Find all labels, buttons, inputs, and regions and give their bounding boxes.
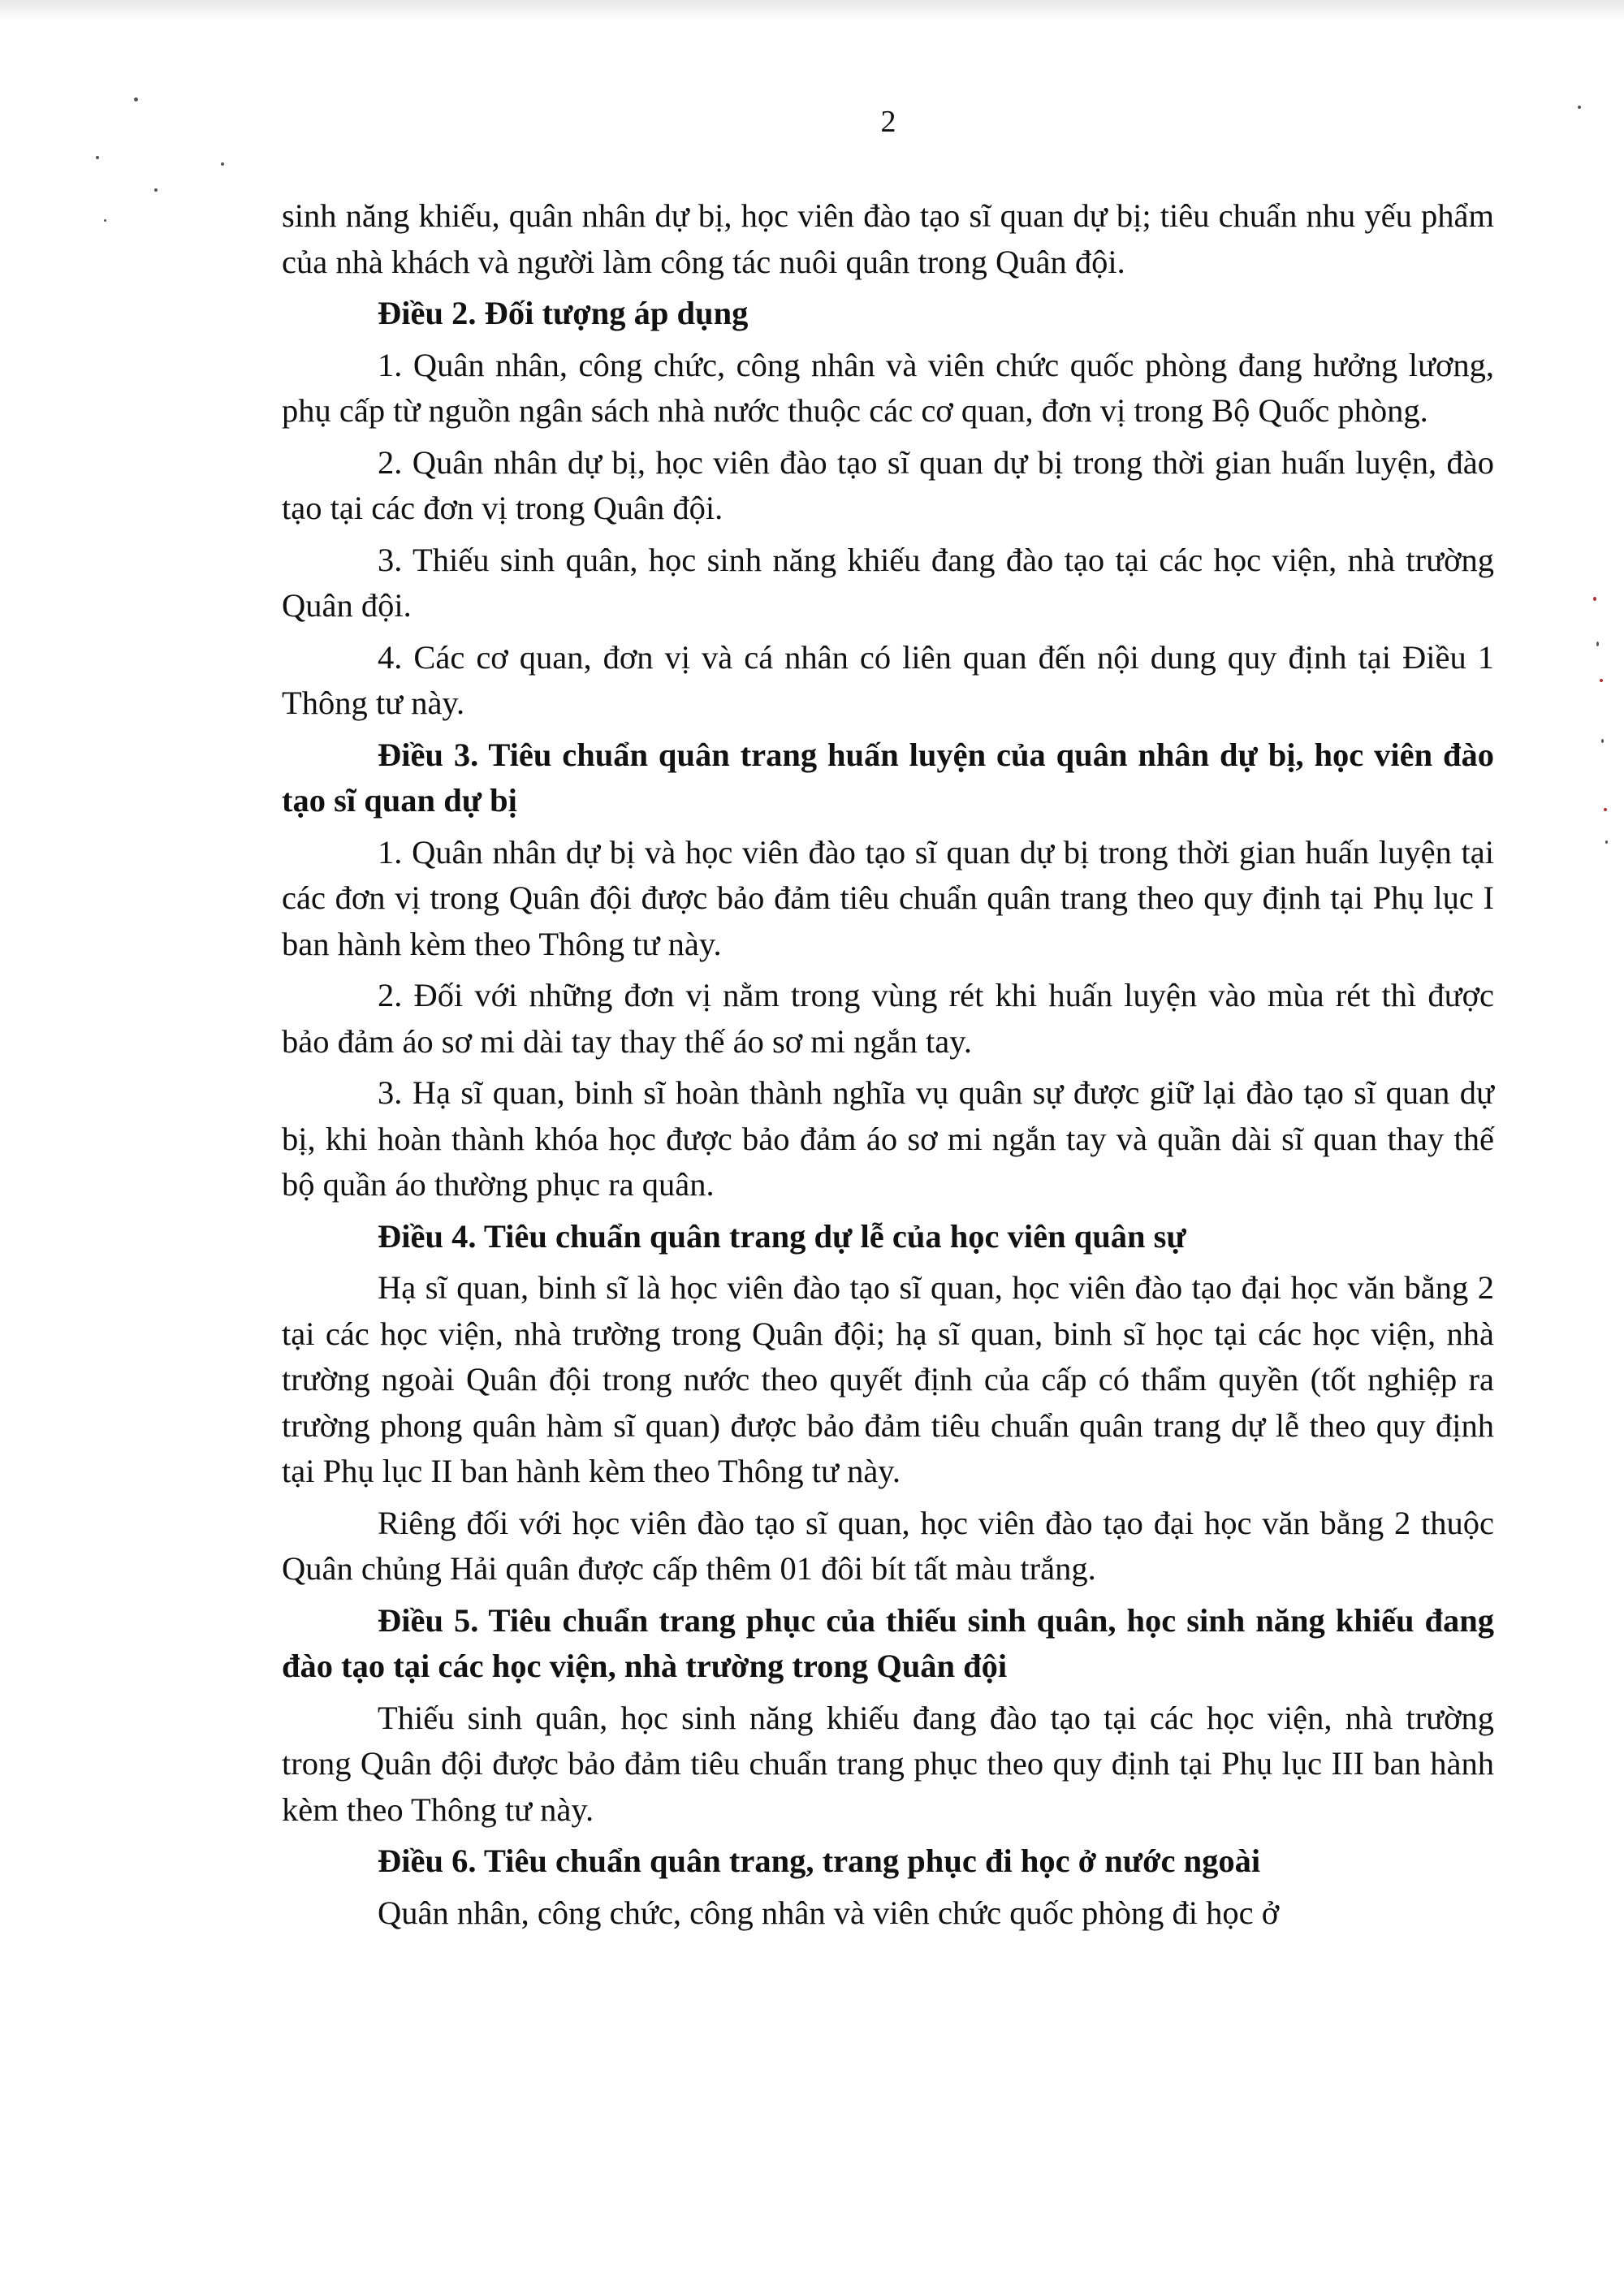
article-6-heading: Điều 6. Tiêu chuẩn quân trang, trang phục đi học ở nước ngoài (378, 1843, 1261, 1879)
article-5-heading: Điều 5. Tiêu chuẩn trang phục của thiếu sinh quân, học sinh năng khiếu đang đào tạo tại các học viện, nhà trường trong Quân đội (282, 1601, 1494, 1684)
scan-speck (154, 188, 158, 192)
article-2-clause-3: 3. Thiếu sinh quân, học sinh năng khiếu đang đào tạo tại các học viện, nhà trường Quân đội. (282, 541, 1494, 624)
article-3-clause-3: 3. Hạ sĩ quan, binh sĩ hoàn thành nghĩa vụ quân sự được giữ lại đào tạo sĩ quan dự bị, khi hoàn thành khóa học được bảo đảm áo sơ mi ngắn tay và quần dài sĩ quan thay thế bộ quần áo thường phục ra quân. (282, 1074, 1494, 1203)
page-number: 2 (880, 105, 896, 139)
scan-speck (1593, 597, 1596, 601)
article-4-heading: Điều 4. Tiêu chuẩn quân trang dự lễ của học viên quân sự (378, 1217, 1186, 1255)
scan-speck (1578, 106, 1581, 109)
article-3-clause-2: 2. Đối với những đơn vị nằm trong vùng rét khi huấn luyện vào mùa rét thì được bảo đảm áo sơ mi dài tay thay thế áo sơ mi ngắn tay. (282, 977, 1494, 1060)
article-2-clause-4: 4. Các cơ quan, đơn vị và cá nhân có liên quan đến nội dung quy định tại Điều 1 Thông tư này. (282, 638, 1494, 721)
article-6-paragraph: Quân nhân, công chức, công nhân và viên chức quốc phòng đi học ở (378, 1894, 1280, 1931)
scan-speck (1604, 808, 1607, 811)
scan-speck (221, 162, 224, 166)
scan-speck (134, 97, 138, 102)
article-4-paragraph-1: Hạ sĩ quan, binh sĩ là học viên đào tạo sĩ quan, học viên đào tạo đại học văn bằng 2 tại các học viện, nhà trường trong Quân đội; hạ sĩ quan, binh sĩ học tại các học viện, nhà trường ngoài Quân đội trong nước theo quyết định của cấp có thẩm quyền (tốt nghiệp ra trường phong quân hàm sĩ quan) được bảo đảm tiêu chuẩn quân trang dự lễ theo quy định tại Phụ lục II ban hành kèm theo Thông tư này. (282, 1269, 1494, 1489)
scan-speck (96, 156, 99, 159)
article-3-heading: Điều 3. Tiêu chuẩn quân trang huấn luyện của quân nhân dự bị, học viên đào tạo sĩ quan dự bị (282, 736, 1494, 819)
scan-speck (1596, 642, 1599, 646)
article-4-paragraph-2: Riêng đối với học viên đào tạo sĩ quan, học viên đào tạo đại học văn bằng 2 thuộc Quân chủng Hải quân được cấp thêm 01 đôi bít tất màu trắng. (282, 1504, 1494, 1587)
article-3-clause-1: 1. Quân nhân dự bị và học viên đào tạo sĩ quan dự bị trong thời gian huấn luyện tại các đơn vị trong Quân đội được bảo đảm tiêu chuẩn quân trang theo quy định tại Phụ lục I ban hành kèm theo Thông tư này. (282, 833, 1494, 962)
paragraph-continuation: sinh năng khiếu, quân nhân dự bị, học viên đào tạo sĩ quan dự bị; tiêu chuẩn nhu yếu phẩm của nhà khách và người làm công tác nuôi quân trong Quân đội. (282, 197, 1494, 280)
scan-speck (104, 219, 106, 222)
scan-speck (1601, 739, 1604, 743)
scan-speck (1605, 840, 1608, 844)
scan-speck (1600, 679, 1603, 682)
scan-top-edge (0, 0, 1624, 21)
document-body (282, 193, 1494, 1936)
article-2-clause-1: 1. Quân nhân, công chức, công nhân và viên chức quốc phòng đang hưởng lương, phụ cấp từ nguồn ngân sách nhà nước thuộc các cơ quan, đơn vị trong Bộ Quốc phòng. (282, 346, 1494, 429)
article-2-clause-2: 2. Quân nhân dự bị, học viên đào tạo sĩ quan dự bị trong thời gian huấn luyện, đào tạo tại các đơn vị trong Quân đội. (282, 443, 1494, 526)
article-5-paragraph: Thiếu sinh quân, học sinh năng khiếu đang đào tạo tại các học viện, nhà trường trong Quân đội được bảo đảm tiêu chuẩn trang phục theo quy định tại Phụ lục III ban hành kèm theo Thông tư này. (282, 1699, 1494, 1828)
article-2-heading: Điều 2. Đối tượng áp dụng (378, 295, 749, 331)
